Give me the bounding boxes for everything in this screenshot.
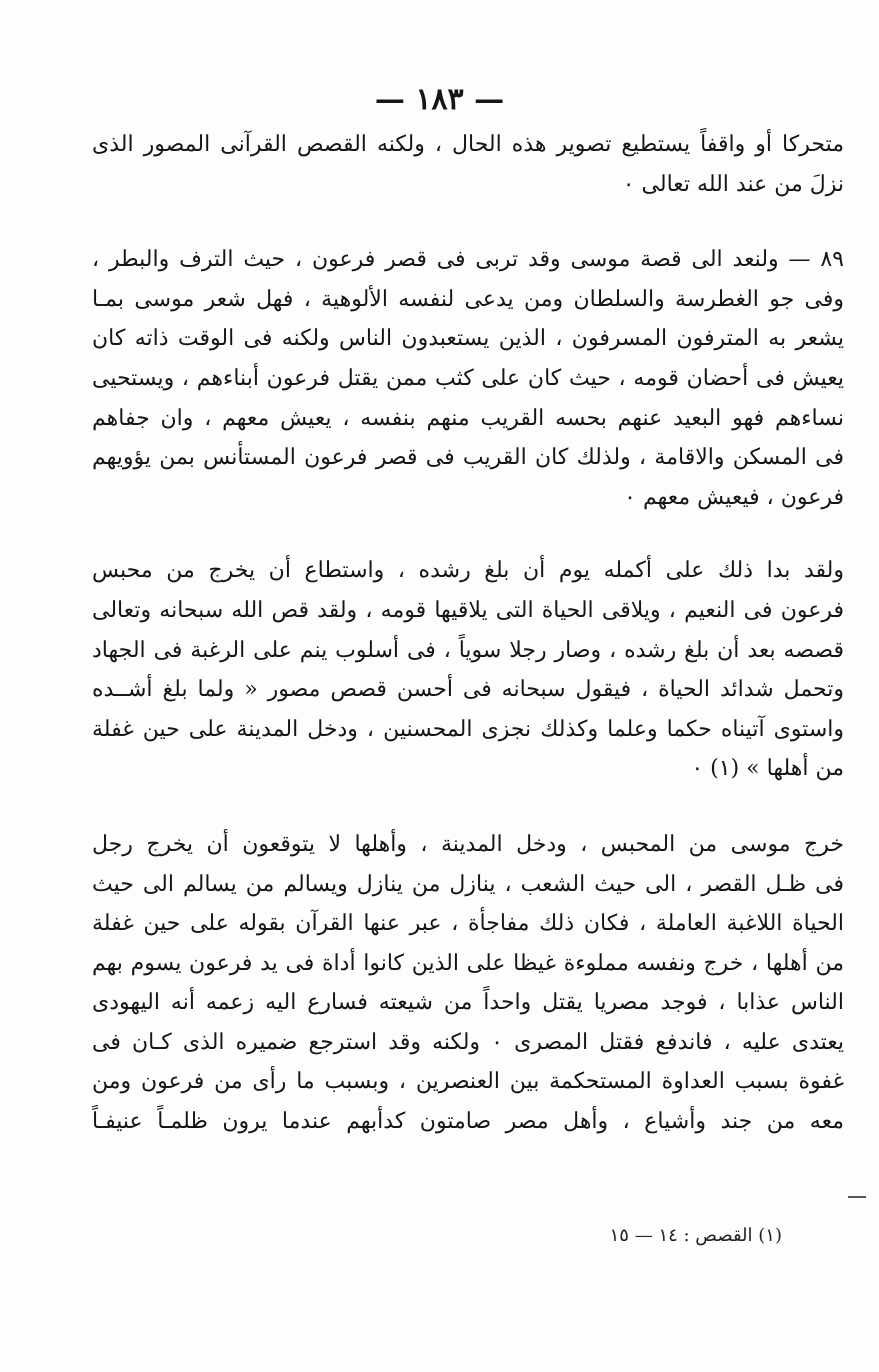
text-line: ولقد بدا ذلك على أكمله يوم أن بلغ رشده ، واستطاع أن يخرج من محبس [92, 558, 844, 584]
text-line: غفوة بسبب العداوة المستحكمة بين العنصرين ، وبسبب ما رأى من فرعون ومن [92, 1069, 844, 1095]
text-line: واستوى آتيناه حكما وعلما وكذلك نجزى المحسنين ، ودخل المدينة على حين غفلة [92, 716, 844, 742]
text-line: فى المسكن والاقامة ، ولذلك كان القريب فى قصر فرعون المستأنس بمن يؤويهم [92, 445, 844, 471]
text-line: نساءهم فهو البعيد عنهم بحسه القريب منهم بنفسه ، يعيش معهم ، وان جفاهم [92, 405, 844, 431]
text-line: وتحمل شدائد الحياة ، فيقول سبحانه فى أحسن قصص مصور « ولما بلغ أشــده [92, 677, 844, 703]
text-line: ٨٩ — ولنعد الى قصة موسى وقد تربى فى قصر فرعون ، حيث الترف والبطر ، [92, 247, 844, 273]
footnote: (١) القصص : ١٤ — ١٥ [609, 1225, 782, 1246]
text-line: وفى جو الغطرسة والسلطان ومن يدعى لنفسه الألوهية ، فهل شعر موسى بمـا [92, 286, 844, 312]
text-line: فى ظـل القصر ، الى حيث الشعب ، ينازل من ينازل ويسالم من يسالم الى حيث [92, 871, 844, 897]
text-line: معه من جند وأشياع ، وأهل مصر صامتون كدأبهم عندما يرون ظلمـاً عنيفـاً [92, 1109, 844, 1135]
text-line: الناس عذابا ، فوجد مصريا يقتل واحداً من شيعته فسارع اليه زعمه أنه اليهودى [92, 990, 844, 1016]
text-line: من أهلها ، خرج ونفسه مملوءة غيظا على الذين كانوا أداة فى يد فرعون يسوم بهم [92, 950, 844, 976]
text-line: يعيش فى أحضان قومه ، حيث كان على كثب ممن يقتل فرعون أبناءهم ، ويستحيى [92, 365, 844, 391]
text-line: خرج موسى من المحبس ، ودخل المدينة ، وأهلها لا يتوقعون أن يخرج رجل [92, 831, 844, 857]
text-line: متحركا أو واقفاً يستطيع تصوير هذه الحال ، ولكنه القصص القرآنى المصور الذى [92, 132, 844, 157]
text-line: الحياة اللاغبة العاملة ، فكان ذلك مفاجأة ، عبر عنها القرآن بقوله على حين غفلة [92, 911, 844, 937]
paragraph-intro-end [92, 125, 844, 204]
text-line: نزلَ من عند الله تعالى ٠ [622, 171, 844, 197]
footnote-divider [848, 1196, 866, 1198]
page-number: — ١٨٣ — [374, 82, 505, 117]
text-line: قصصه بعد أن بلغ رشده ، وصار رجلا سوياً ، فى أسلوب ينم على الرغبة فى الجهاد [92, 637, 844, 663]
paragraph-89 [92, 240, 844, 517]
paragraph-leaving [92, 825, 844, 1142]
text-line: فرعون ، فيعيش معهم ٠ [624, 484, 844, 510]
text-line: يشعر به المترفون المسرفون ، الذين يستعبدون الناس ولكنه فى الوقت ذاته كان [92, 326, 844, 352]
text-line: فرعون فى النعيم ، ويلاقى الحياة التى يلاقيها قومه ، ولقد قص الله سبحانه وتعالى [92, 597, 844, 623]
text-line: من أهلها » (١) ٠ [691, 756, 844, 782]
page-body [92, 125, 844, 1142]
paragraph-maturity [92, 551, 844, 789]
text-line: يعتدى عليه ، فاندفع فقتل المصرى ٠ ولكنه وقد استرجع ضميره الذى كـان فى [92, 1029, 844, 1055]
